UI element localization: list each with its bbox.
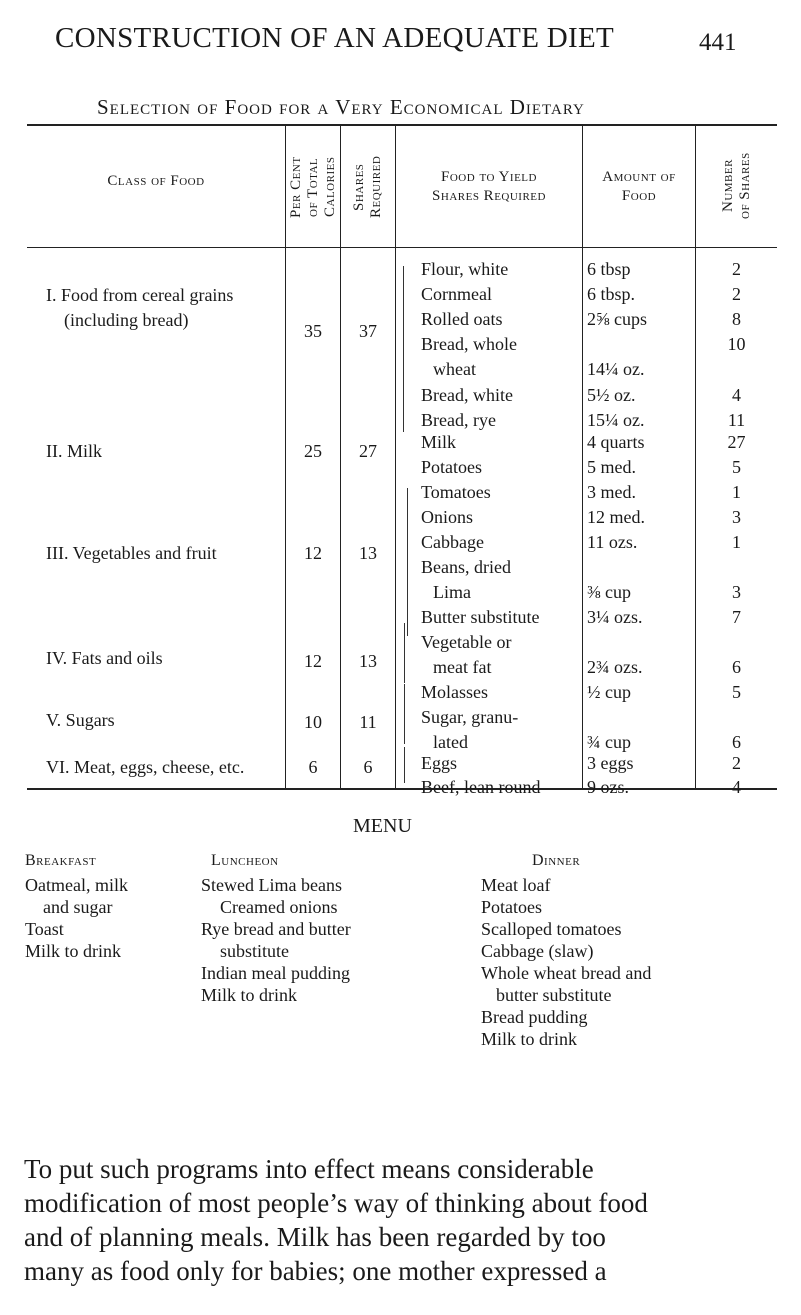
food-name: Bread, whole: [421, 334, 517, 354]
food-number-of-shares: 3: [732, 582, 741, 602]
food-number-of-shares: 7: [732, 607, 741, 627]
food-number-of-shares: 27: [727, 432, 746, 452]
food-number-of-shares: 11: [727, 410, 746, 430]
class-name: IV. Fats and oils: [46, 648, 163, 668]
shares-value: 11: [359, 712, 377, 732]
class-name: II. Milk: [46, 441, 102, 461]
food-number-of-shares: 4: [732, 777, 741, 797]
per-cent-value: 25: [304, 441, 322, 461]
shares-value: 6: [363, 757, 373, 777]
menu-item: Stewed Lima beans: [201, 875, 342, 895]
header-amount-of-food: [583, 168, 695, 206]
menu-heading-dinner: Dinner: [532, 852, 581, 869]
class-name: (including bread): [64, 310, 189, 330]
class-name: I. Food from cereal grains: [46, 285, 234, 305]
food-number-of-shares: 10: [727, 334, 746, 354]
body-paragraph: [24, 1152, 648, 1288]
food-name: Lima: [433, 582, 471, 602]
col-divider-4: [582, 125, 583, 788]
menu-heading-luncheon: Luncheon: [211, 852, 279, 869]
menu-item: Milk to drink: [25, 941, 122, 961]
food-name: Flour, white: [421, 259, 509, 279]
food-name: Vegetable or: [421, 632, 512, 652]
table-top-rule: [27, 124, 777, 126]
paragraph-line: and of planning meals. Milk has been regarded by too: [24, 1222, 606, 1252]
food-amount: ⅜ cup: [587, 582, 631, 602]
class-name: III. Vegetables and fruit: [46, 543, 217, 563]
food-name: Milk: [421, 432, 457, 452]
food-amount: 14¼ oz.: [587, 359, 645, 379]
food-amount: 5½ oz.: [587, 385, 636, 405]
food-number-of-shares: 5: [732, 457, 741, 477]
per-cent-value: 10: [304, 712, 322, 732]
shares-value: 13: [359, 543, 377, 563]
food-name: Eggs: [421, 753, 457, 773]
food-name: Bread, white: [421, 385, 513, 405]
page-number: 441: [699, 29, 737, 56]
per-cent-value: 12: [304, 651, 322, 671]
food-name: meat fat: [433, 657, 492, 677]
menu-item: Milk to drink: [201, 985, 298, 1005]
food-amount: 9 ozs.: [587, 777, 629, 797]
menu-item: Toast: [25, 919, 64, 939]
food-amount: 2⅝ cups: [587, 309, 647, 329]
header-shares-line: Shares: [351, 163, 367, 211]
food-name: Beans, dried: [421, 557, 511, 577]
food-name: Cornmeal: [421, 284, 492, 304]
food-name: lated: [433, 732, 468, 752]
per-cent-value: 12: [304, 543, 322, 563]
food-name: wheat: [433, 359, 476, 379]
food-name: Sugar, granu-: [421, 707, 519, 727]
header-per-cent-line: Calories: [321, 156, 338, 218]
food-amount: 2¾ ozs.: [587, 657, 643, 677]
per-cent-value: 6: [308, 757, 318, 777]
table-header-rule: [27, 247, 777, 248]
food-name: Beef, lean round: [421, 777, 541, 797]
paragraph-line: To put such programs into effect means considerable: [24, 1154, 594, 1184]
brace-sugars: [404, 684, 415, 744]
food-number-of-shares: 2: [732, 753, 741, 773]
food-amount: 3¼ ozs.: [587, 607, 643, 627]
header-food-to-yield: [396, 168, 582, 206]
menu-item: Scalloped tomatoes: [481, 919, 622, 939]
food-name: Bread, rye: [421, 410, 496, 430]
running-header-title: CONSTRUCTION OF AN ADEQUATE DIET: [55, 22, 614, 54]
food-amount: 6 tbsp: [587, 259, 631, 279]
menu-item: Potatoes: [481, 897, 542, 917]
menu-item: substitute: [220, 941, 290, 961]
header-per-cent: [286, 134, 340, 240]
menu-item: Whole wheat bread and: [481, 963, 652, 983]
paragraph-line: many as food only for babies; one mother expressed a: [24, 1256, 607, 1286]
food-number-of-shares: 2: [732, 259, 741, 279]
header-shares-required: [341, 134, 395, 240]
table-caption: Selection of Food for a Very Economical Dietary: [97, 95, 585, 119]
header-shares-line: Required: [368, 155, 384, 219]
header-amount-line: Amount of: [602, 169, 676, 185]
header-amount-line: Food: [621, 188, 657, 204]
menu-item: Creamed onions: [220, 897, 338, 917]
food-number-of-shares: 1: [732, 532, 741, 552]
food-amount: 4 quarts: [587, 432, 645, 452]
header-per-cent-line: Per Cent: [287, 156, 304, 218]
class-name: VI. Meat, eggs, cheese, etc.: [46, 757, 245, 777]
food-number-of-shares: 2: [732, 284, 741, 304]
class-name: V. Sugars: [46, 710, 115, 730]
food-number-of-shares: 5: [732, 682, 741, 702]
food-amount: 6 tbsp.: [587, 284, 636, 304]
food-number-of-shares: 8: [732, 309, 741, 329]
food-number-of-shares: 1: [732, 482, 741, 502]
food-name: Potatoes: [421, 457, 482, 477]
header-number-line: of Shares: [736, 152, 753, 220]
brace-meat: [404, 747, 415, 783]
food-name: Butter substitute: [421, 607, 540, 627]
menu-item: Bread pudding: [481, 1007, 588, 1027]
menu-heading-breakfast: Breakfast: [25, 852, 97, 869]
food-amount: 15¼ oz.: [587, 410, 645, 430]
food-amount: ½ cup: [587, 682, 631, 702]
header-number-line: Number: [719, 159, 736, 213]
food-number-of-shares: 3: [732, 507, 741, 527]
menu-item: butter substitute: [496, 985, 612, 1005]
food-name: Onions: [421, 507, 474, 527]
paragraph-line: modification of most people’s way of thinking about food: [24, 1188, 648, 1218]
brace-fats: [404, 623, 415, 683]
food-amount: 3 med.: [587, 482, 636, 502]
food-amount: 12 med.: [587, 507, 645, 527]
food-amount: 5 med.: [587, 457, 636, 477]
menu-item: Milk to drink: [481, 1029, 578, 1049]
col-divider-3: [395, 125, 396, 788]
header-per-cent-line: of Total: [304, 157, 321, 217]
brace-cereals: [403, 266, 416, 432]
menu-item: Indian meal pudding: [201, 963, 350, 983]
menu-item: Rye bread and butter: [201, 919, 351, 939]
menu-item: Cabbage (slaw): [481, 941, 594, 961]
food-amount: 11 ozs.: [587, 532, 638, 552]
header-class-of-food: Class of Food: [107, 173, 205, 189]
brace-vegetables: [407, 488, 418, 636]
food-amount: ¾ cup: [587, 732, 631, 752]
menu-title: MENU: [353, 815, 412, 837]
menu-item: and sugar: [43, 897, 113, 917]
menu-item: Oatmeal, milk: [25, 875, 128, 895]
food-name: Rolled oats: [421, 309, 503, 329]
food-number-of-shares: 6: [732, 732, 741, 752]
food-number-of-shares: 6: [732, 657, 741, 677]
table-bottom-rule: [27, 788, 777, 790]
shares-value: 37: [359, 321, 377, 341]
per-cent-value: 35: [304, 321, 322, 341]
food-name: Tomatoes: [421, 482, 491, 502]
header-food-line: Shares Required: [432, 188, 546, 204]
header-number-of-shares: [696, 128, 777, 244]
food-name: Molasses: [421, 682, 488, 702]
food-name: Cabbage: [421, 532, 484, 552]
header-food-line: Food to Yield: [441, 169, 537, 185]
shares-value: 13: [359, 651, 377, 671]
menu-item: Meat loaf: [481, 875, 551, 895]
shares-value: 27: [359, 441, 377, 461]
food-number-of-shares: 4: [732, 385, 741, 405]
food-amount: 3 eggs: [587, 753, 634, 773]
